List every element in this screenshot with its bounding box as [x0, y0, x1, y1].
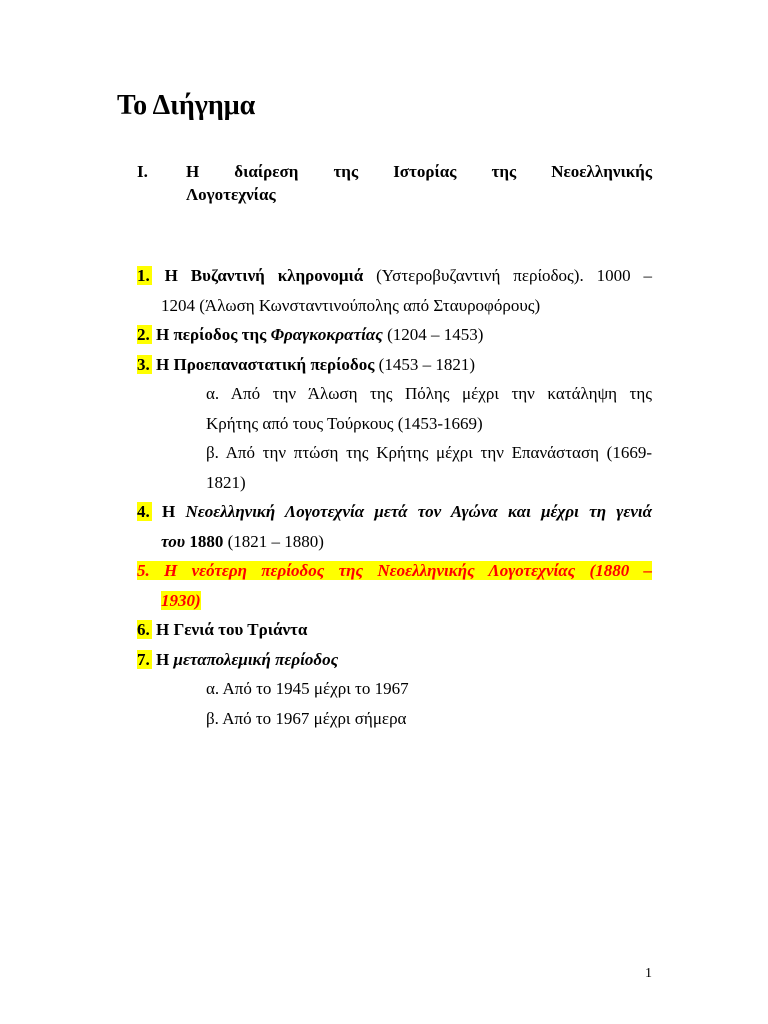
item-3-detail: (1453 – 1821): [374, 354, 475, 374]
section-heading-line1: Η διαίρεση της Ιστορίας της Νεοελληνικής: [186, 162, 652, 181]
item-number-3: 3.: [137, 354, 150, 374]
sub-item-7b-line1: β. Από το 1967 μέχρι σήμερα: [206, 708, 407, 728]
sub-item-7a: [137, 674, 652, 704]
list-item-4: [137, 497, 652, 556]
item-number-5: 5.: [137, 561, 150, 580]
item-1-title: Η Βυζαντινή κληρονομιά: [164, 266, 364, 285]
page-number: 1: [645, 966, 652, 981]
item-4-line2-a: του: [161, 531, 186, 551]
item-4-title-b: Νεοελληνική Λογοτεχνία μετά τον Αγώνα και μέχρι τη γενιά: [185, 502, 652, 521]
item-1-line2: 1204 (Άλωση Κωνσταντινούπολης από Σταυροφόρους): [161, 295, 541, 315]
item-5-line2: 1930): [161, 590, 201, 610]
item-3-title: Η Προεπαναστατική περίοδος: [156, 354, 375, 374]
list-item-7: [137, 645, 652, 675]
list-item-1: [137, 261, 652, 320]
sub-item-3a-line2: Κρήτης από τους Τούρκους (1453-1669): [206, 413, 483, 433]
item-number-1: 1.: [137, 266, 150, 285]
item-2-title-a: Η περίοδος της: [156, 325, 271, 344]
sub-item-3b: [137, 438, 652, 497]
list-item-5: [137, 556, 652, 615]
item-2-detail: (1204 – 1453): [382, 325, 484, 344]
sub-item-3b-line1: β. Από την πτώση της Κρήτης μέχρι την Επανάσταση (1669-: [206, 443, 652, 462]
item-number-2: 2.: [137, 325, 150, 344]
section-heading-text: [186, 160, 652, 206]
list-item-6: [137, 615, 652, 645]
sub-item-7a-line1: α. Από το 1945 μέχρι το 1967: [206, 679, 409, 698]
list-item-2: [137, 320, 652, 350]
sub-item-3a-line1: α. Από την Άλωση της Πόλης μέχρι την κατάληψη της: [206, 384, 652, 403]
item-7-title-b: μεταπολεμική περίοδος: [173, 649, 339, 669]
document-title: Το Διήγημα: [117, 90, 256, 121]
item-2-title-b: Φραγκοκρατίας: [270, 325, 383, 344]
item-1-detail: (Υστεροβυζαντινή περίοδος). 1000 –: [363, 266, 652, 285]
period-list: [137, 261, 652, 733]
item-number-6: 6.: [137, 620, 150, 639]
sub-item-3b-line2: 1821): [206, 472, 246, 492]
item-4-line2-c: (1821 – 1880): [223, 531, 324, 551]
item-7-title-a: Η: [156, 649, 174, 669]
item-4-title-a: Η: [162, 502, 186, 521]
item-6-title: Η Γενιά του Τριάντα: [156, 620, 308, 639]
list-item-3: [137, 350, 652, 380]
item-5-line1: Η νεότερη περίοδος της Νεοελληνικής Λογοτεχνίας (1880 –: [149, 561, 652, 580]
item-number-7: 7.: [137, 649, 150, 669]
section-heading-line2: Λογοτεχνίας: [186, 185, 276, 204]
item-4-line2-b: 1880: [185, 531, 224, 551]
item-number-4: 4.: [137, 502, 150, 521]
section-number: I.: [137, 162, 148, 181]
sub-item-3a: [137, 379, 652, 438]
sub-item-7b: [137, 704, 652, 734]
section-heading: [137, 160, 652, 206]
